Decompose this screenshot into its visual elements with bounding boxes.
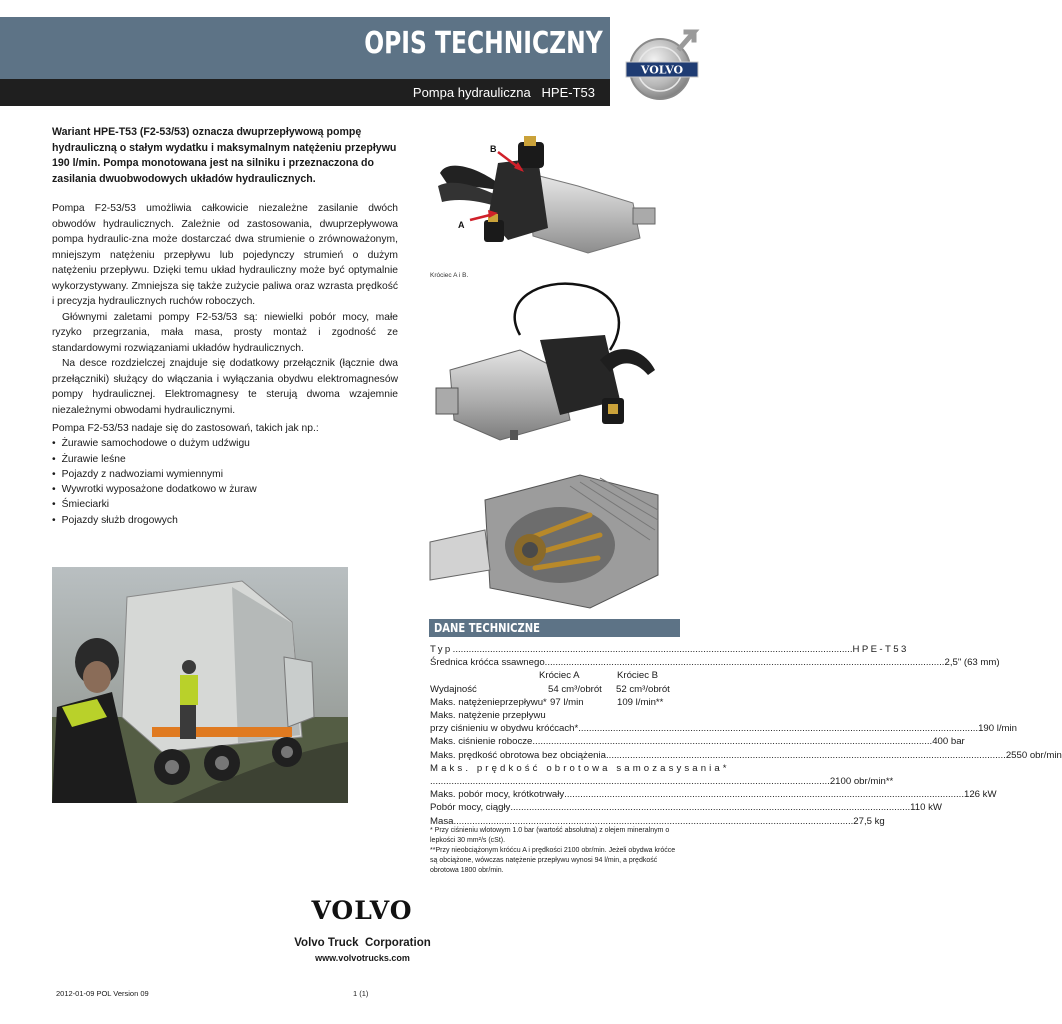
pump-photo-side — [430, 280, 660, 440]
specs-heading: DANE TECHNICZNE — [434, 620, 540, 635]
svg-text:VOLVO: VOLVO — [640, 63, 684, 77]
list-item: • Wywrotki wyposażone dodatkowo w żuraw — [52, 482, 398, 497]
applications-list — [52, 421, 398, 528]
body-text — [52, 201, 398, 418]
spec-row-flow: Maks. natężenieprzepływu* 97 l/min 109 l/min** — [430, 696, 664, 708]
paragraph-2: Głównymi zaletami pompy F2-53/53 są: niewielki pobór mocy, małe ryzyko przegrzania, mała masa, prosty montaż i zgodność ze standardowymi rozwiązaniami układów hydraulicznych. — [52, 311, 398, 354]
website-link[interactable]: www.volvotrucks.com — [315, 953, 410, 963]
spec-row-flow-both: przy ciśnieniu w obydwu króćcach* ..... 190 l/min — [430, 722, 680, 735]
page-number: 1 (1) — [353, 989, 369, 998]
spec-column-headers: Króciec A Króciec B — [539, 670, 659, 682]
svg-text:VOLVO: VOLVO — [311, 896, 413, 925]
pump-photo-ports — [428, 128, 660, 268]
port-b-label: B — [490, 144, 497, 154]
spec-row-power-cont: Pobór mocy, ciągły ..... 110 kW — [430, 801, 680, 814]
paragraph-1: Pompa F2-53/53 umożliwia całkowicie niezależne zasilanie dwóch obwodów hydraulicznych. Zależnie od zastosowania, dwuprzepływowa pompa hydraulic-zna może dostarczać dwa strumienie o zrównoważonym, mniejszym natężeniu przepływu lub pojedynczy strumień o dużym natężeniu przepływu. Dzięki temu układ hydrauliczny może być optymalnie wykorzystywany. Zmniejsza się także zużycie paliwa oraz wzrasta prędkość i precyzja hydraulicznych ruchów roboczych. — [52, 203, 398, 307]
applications-lead: Pompa F2-53/53 nadaje się do zastosowań, takich jak np.: — [52, 423, 319, 434]
list-item: • Pojazdy służb drogowych — [52, 513, 398, 528]
product-subtitle: Pompa hydrauliczna HPE-T53 — [412, 85, 595, 100]
intro-text: Wariant HPE-T53 (F2-53/53) oznacza dwuprzepływową pompę hydrauliczną o stałym wydatku i maksymalnym natężeniu przepływu 190 l/min. Pompa monotowana jest na silniku i przeznaczona do zasilania dwuobwodowych układów hydraulicznych. — [52, 126, 397, 185]
volvo-wordmark-logo — [289, 897, 435, 923]
spec-row-displacement: Wydajność 54 cm³/obrót 52 cm³/obrót — [430, 683, 670, 695]
document-version: 2012-01-09 POL Version 09 — [56, 989, 149, 998]
company-name: Volvo Truck Corporation — [294, 937, 431, 949]
spec-row-power-peak: Maks. pobór mocy, krótkotrwały ..... 126 kW — [430, 788, 680, 801]
spec-row-speed: Maks. prędkość obrotowa bez obciążenia ..... 2550 obr/min — [430, 749, 680, 762]
list-item: • Śmieciarki — [52, 497, 398, 512]
volvo-logo-icon — [622, 26, 702, 106]
spec-row-diameter: Średnica króćca ssawnego ..... 2,5" (63 mm) — [430, 656, 680, 669]
spec-row-selfpriming-label: Maks. prędkość obrotowa samozasysania* — [430, 762, 730, 774]
spec-row-type: Typ ..... HPE-T53 — [430, 643, 680, 656]
specs-table — [430, 643, 1062, 828]
spec-row-flow-both-label: Maks. natężenie przepływu — [430, 709, 546, 721]
garbage-truck-photo — [52, 567, 348, 803]
spec-row-pressure: Maks. ciśnienie robocze ..... 400 bar — [430, 735, 680, 748]
list-item: • Pojazdy z nadwoziami wymiennymi — [52, 467, 398, 482]
list-item: • Żurawie leśne — [52, 452, 398, 467]
list-item: • Żurawie samochodowe o dużym udźwigu — [52, 436, 398, 451]
spec-footnotes — [430, 826, 680, 876]
pump-cutaway-image — [430, 470, 662, 610]
spec-row-selfpriming: ..... 2100 obr/min** — [430, 775, 680, 788]
port-a-label: A — [458, 220, 465, 230]
paragraph-3: Na desce rozdzielczej znajduje się dodatkowy przełącznik (łącznie dwa przełączniki) służący do włączania i wyłączania obydwu elektromagnesów pompy hydraulicznej. Elektromagnesy te sterują dwoma wzajemnie niezależnymi obwodami hydraulicznymi. — [52, 358, 398, 416]
footnote-1: * Przy ciśnieniu wlotowym 1.0 bar (wartość absolutna) z olejem mineralnym o lepkości 30 mm²/s (cSt). — [430, 827, 670, 844]
spec-row-mass: Masa ..... 27,5 kg — [430, 815, 680, 828]
footnote-2: **Przy nieobciążonym króćcu A i prędkości 2100 obr/min. Jeżeli obydwa króćce są obciążone, wówczas natężenie przepływu wynosi 94 l/min, a prędkość obrotowa 1800 obr/min. — [430, 847, 676, 874]
figure-caption: Króciec A i B. — [430, 272, 469, 279]
page-title: OPIS TECHNICZNY — [364, 26, 603, 61]
